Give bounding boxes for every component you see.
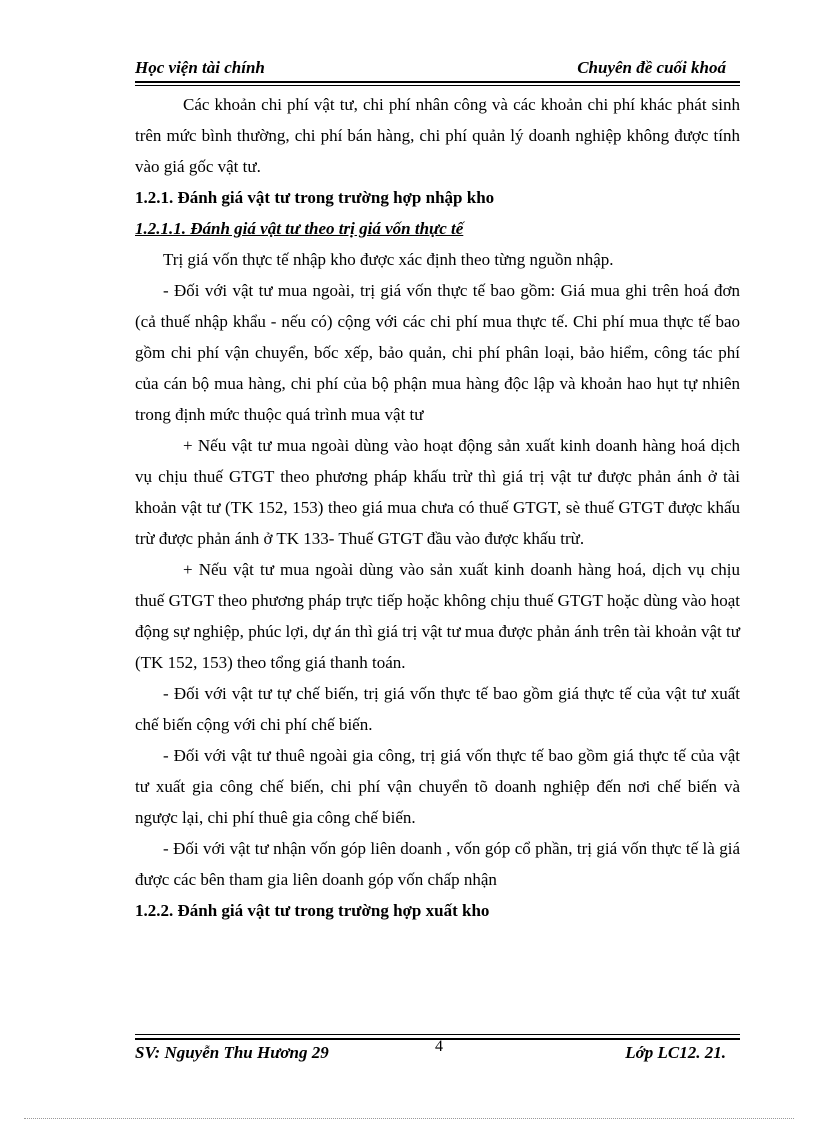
page-body [135,89,740,926]
paragraph: Trị giá vốn thực tế nhập kho được xác định theo từng nguồn nhập. [163,250,614,269]
paragraph: + Nếu vật tư mua ngoài dùng vào hoạt động sản xuất kinh doanh hàng hoá dịch vụ chịu thuế GTGT theo phương pháp khấu trừ thì giá trị vật tư được phản ánh ở tài khoản vật tư (TK 152, 153) theo giá mua chưa có thuế GTGT, sè thuế GTGT được khấu trừ được phản ánh ở TK 133- Thuế GTGT đầu vào được khấu trừ. [135,436,740,548]
header-divider [135,81,740,83]
footer-student-name: SV: Nguyễn Thu Hương 29 [135,1043,329,1062]
section-heading-1-2-1-1: 1.2.1.1. Đánh giá vật tư theo trị giá vốn thực tế [135,219,464,238]
section-heading-1-2-2: 1.2.2. Đánh giá vật tư trong trường hợp xuất kho [135,901,490,920]
page-boundary [24,1118,794,1119]
paragraph: + Nếu vật tư mua ngoài dùng vào sản xuất kinh doanh hàng hoá, dịch vụ chịu thuế GTGT theo phương pháp trực tiếp hoặc không chịu thuế GTGT hoặc dùng vào hoạt động sự nghiệp, phúc lợi, dự án thì giá trị vật tư mua được phản ánh trên tài khoản vật tư (TK 152, 153) theo tổng giá thanh toán. [135,560,740,672]
section-heading-1-2-1: 1.2.1. Đánh giá vật tư trong trường hợp nhập kho [135,188,495,207]
header-institution: Học viện tài chính [135,58,265,77]
footer-divider-thin [135,1034,740,1035]
page-footer [135,1038,740,1092]
paragraph: - Đối với vật tư mua ngoài, trị giá vốn thực tế bao gồm: Giá mua ghi trên hoá đơn (cả thuế nhập khẩu - nếu có) cộng với các chi phí mua thực tế. Chi phí mua thực tế bao gồm chi phí vận chuyển, bốc xếp, bảo quản, chi phí phân loại, bảo hiểm, công tác phí của cán bộ mua hàng, chi phí của bộ phận mua hàng độc lập và khoản hao hụt tự nhiên trong định mức thuộc quá trình mua vật tư [135,281,740,424]
paragraph: - Đối với vật tư thuê ngoài gia công, trị giá vốn thực tế bao gồm giá thực tế của vật tư xuất gia công chế biến, chi phí vận chuyển tõ doanh nghiệp đến nơi chế biến và ngược lại, chi phí thuê gia công chế biến. [135,746,740,827]
header-document-type: Chuyên đề cuối khoá [577,58,726,77]
paragraph: - Đối với vật tư nhận vốn góp liên doanh , vốn góp cổ phần, trị giá vốn thực tế là giá được các bên tham gia liên doanh góp vốn chấp nhận [135,839,740,889]
paragraph: - Đối với vật tư tự chế biến, trị giá vốn thực tế bao gồm giá thực tế của vật tư xuất chế biến cộng với chi phí chế biến. [135,684,740,734]
header-divider-thin [135,85,740,86]
page-number: 4 [435,1038,443,1055]
paragraph: Các khoản chi phí vật tư, chi phí nhân công và các khoản chi phí khác phát sinh trên mức bình thường, chi phí bán hàng, chi phí quản lý doanh nghiệp không được tính vào giá gốc vật tư. [135,95,740,176]
footer-class: Lớp LC12. 21. [625,1043,726,1062]
